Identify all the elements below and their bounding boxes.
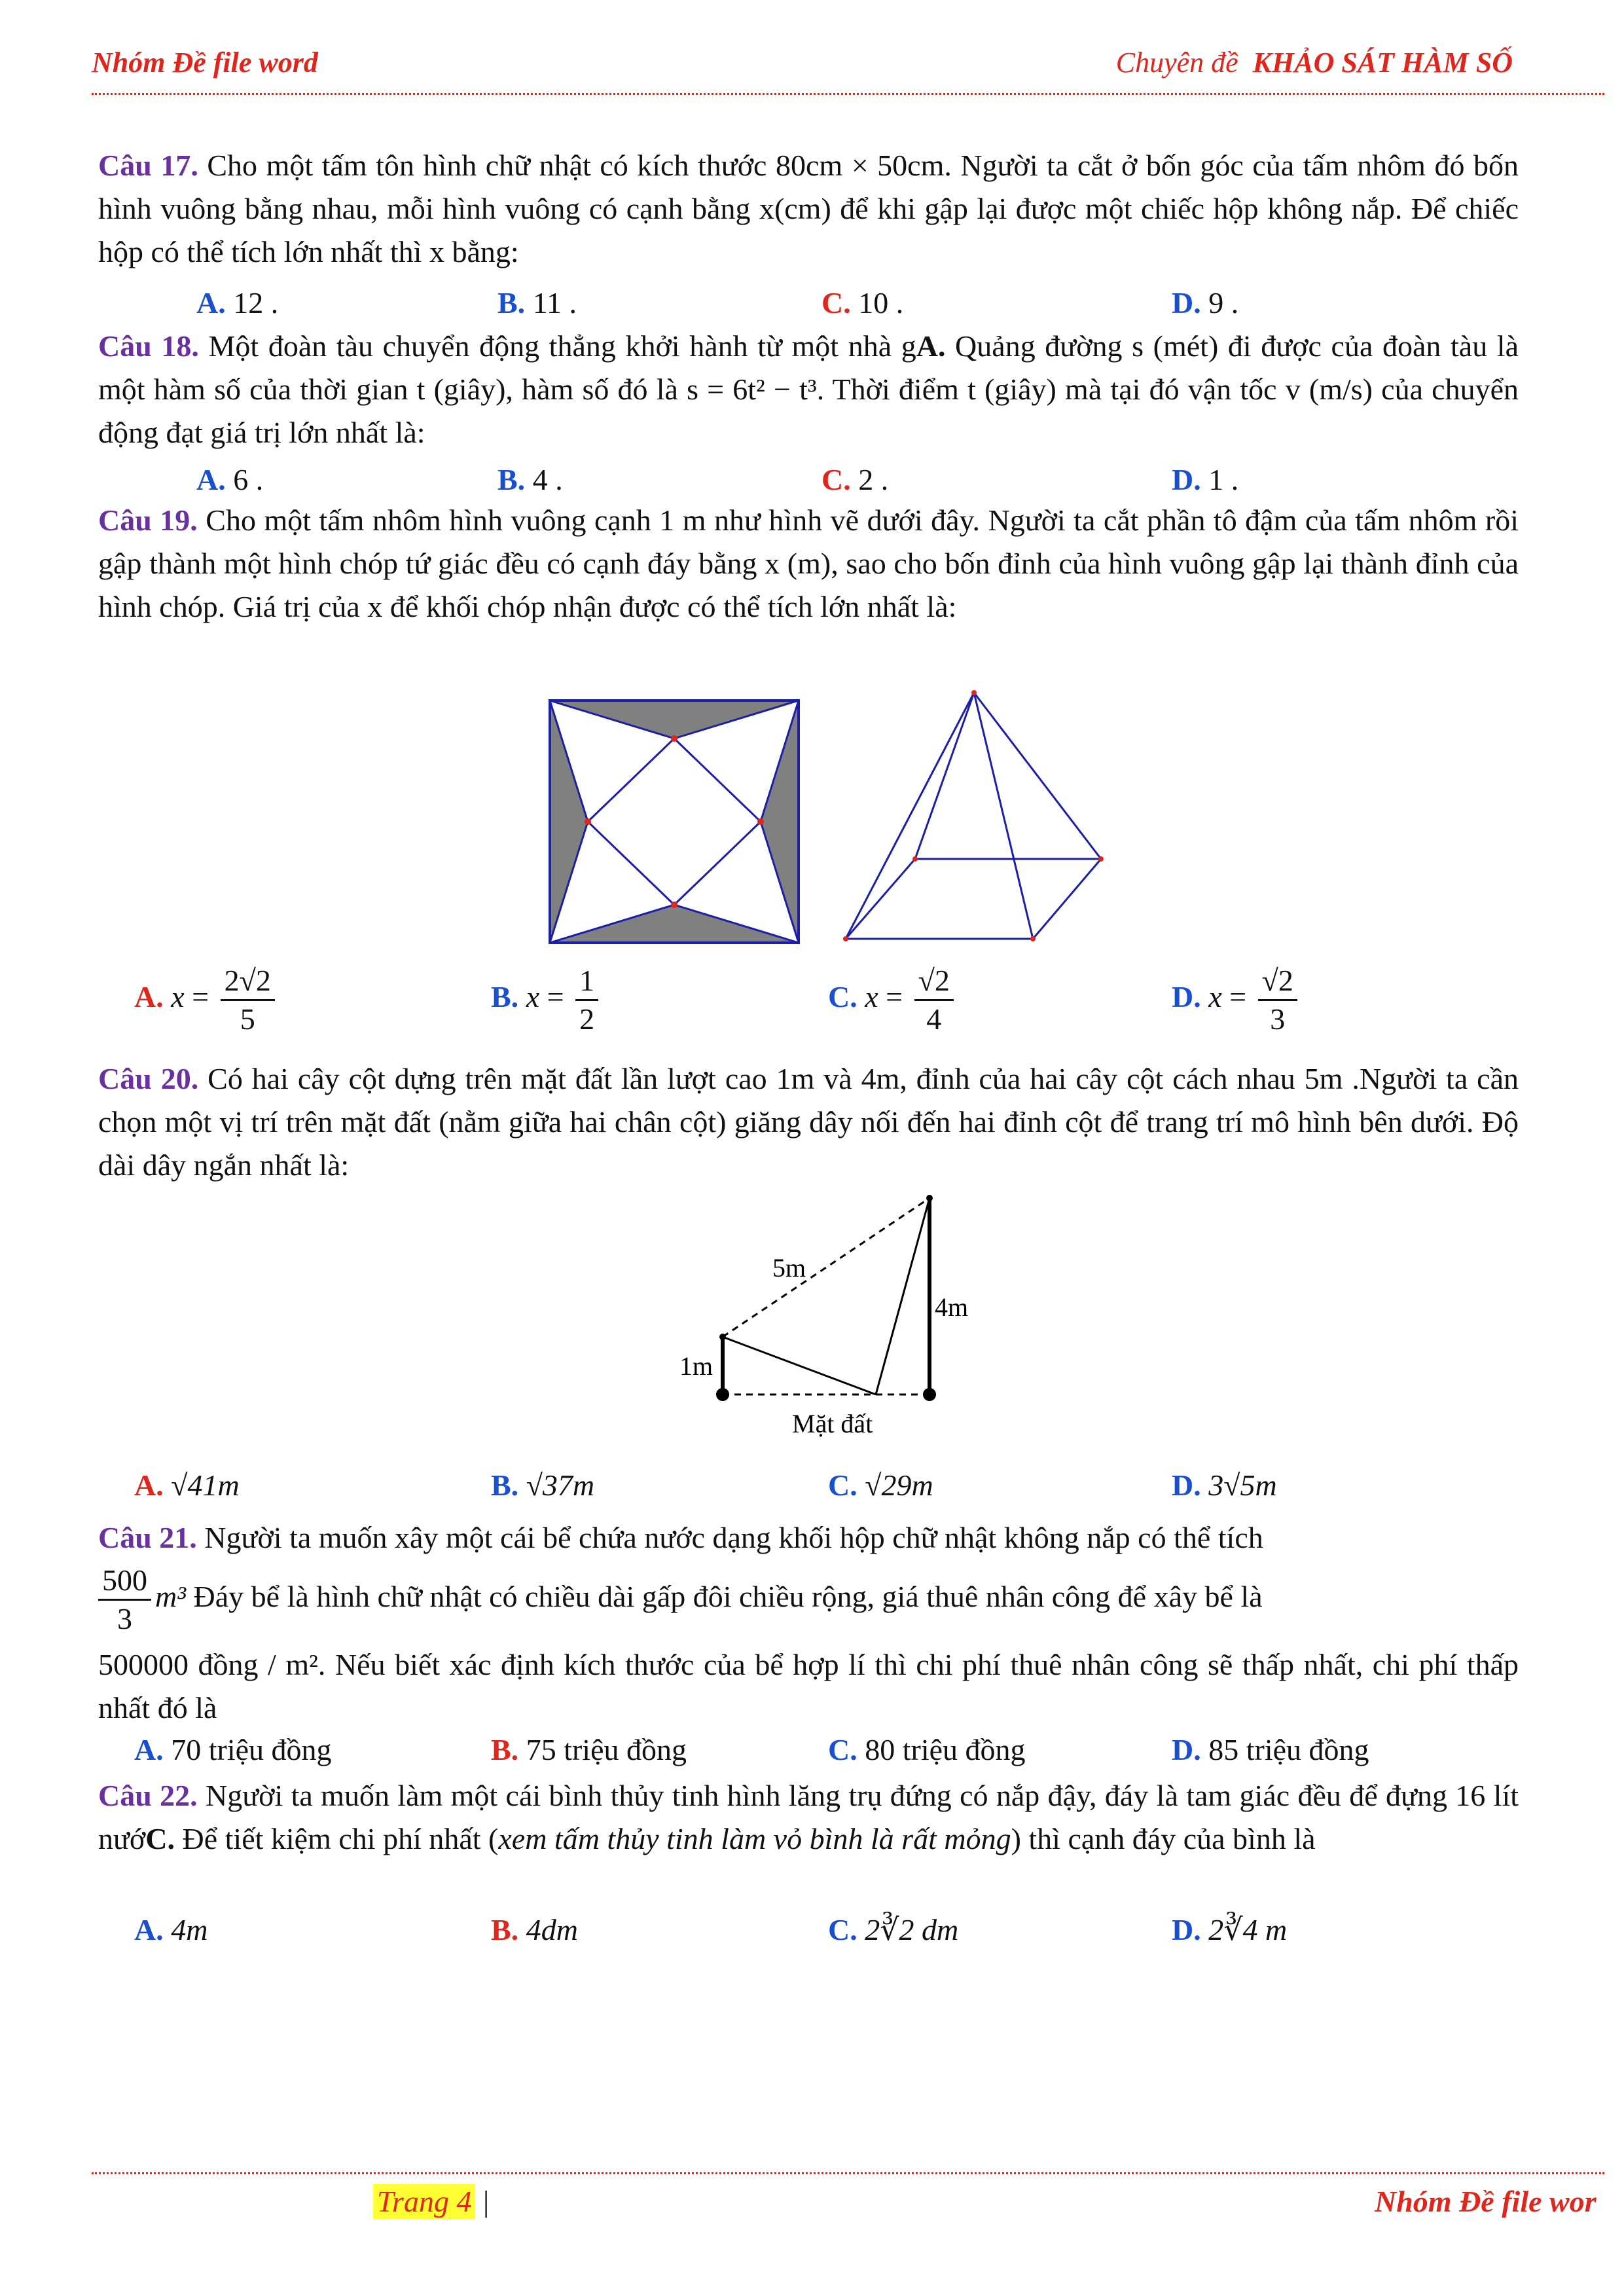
option-d: D. 1 . [1172, 463, 1239, 496]
question-19: Câu 19. Cho một tấm nhôm hình vuông cạnh 1 m như hình vẽ dưới đây. Người ta cắt phần tô đậm của tấm nhôm rồi gập thành một hình chóp tứ giác đều có cạnh đáy bằng x (m), sao cho bốn đỉnh của hình vuông gập lại thành đỉnh của hình chóp. Giá trị của x để khối chóp nhận được có thể tích lớn nhất là: [98, 503, 1519, 623]
option-b: B. 11 . [497, 286, 577, 319]
question-number: Câu 17. [98, 149, 198, 182]
question-number: Câu 22. [98, 1779, 198, 1812]
question-number: Câu 19. [98, 503, 198, 537]
question-22: Câu 22. Người ta muốn làm một cái bình thủy tinh hình lăng trụ đứng có nắp đậy, đáy là tam giác đều để đựng 16 lít nướC. Để tiết kiệm chi phí nhất (xem tấm thủy tinh làm vỏ bình là rất mỏng) thì cạnh đáy của bình là [98, 1779, 1519, 1855]
option-d: D. 3√5m [1172, 1468, 1277, 1502]
inner-square-base [588, 738, 761, 905]
shaded-triangle-right [761, 701, 799, 943]
header-rule [92, 93, 1604, 95]
question-number: Câu 21. [98, 1521, 197, 1554]
label-4m: 4m [935, 1292, 969, 1322]
top-distance-line [723, 1198, 929, 1337]
pyramid-figure [838, 681, 1113, 949]
square-sheet-figure [543, 694, 805, 949]
label-1m: 1m [679, 1351, 713, 1381]
option-a: A. √41m [134, 1468, 240, 1502]
question-number: Câu 20. [98, 1062, 199, 1095]
option-b: B. x = $\frac{1}{2}$ [491, 962, 602, 1038]
question-21: Câu 21. Người ta muốn xây một cái bể chứa nước dạng khối hộp chữ nhật không nắp có thể tích [98, 1521, 1263, 1554]
question-21-rest: 500000 đồng / m². Nếu biết xác định kích thước của bể hợp lí thì chi phí thuê nhân công sẽ thấp nhất, chi phí thấp nhất đó là [98, 1648, 1519, 1724]
page-number: Trang 4 [373, 2184, 475, 2219]
question-17 [98, 144, 1519, 274]
shaded-triangle-bottom [550, 905, 799, 943]
option-a: A. 70 triệu đồng [134, 1733, 332, 1766]
question-number: Câu 18. [98, 329, 199, 363]
option-c: C. 80 triệu đồng [828, 1733, 1026, 1766]
header-left: Nhóm Đề file word [92, 46, 318, 79]
footer-separator: | [483, 2185, 490, 2218]
option-c: C. 2∛2 dm [828, 1913, 959, 1946]
label-5m: 5m [772, 1253, 806, 1283]
option-c: C. x = $\frac{√2}{4}$ [828, 962, 958, 1038]
option-b: B. 4 . [497, 463, 563, 496]
question-text: Cho một tấm tôn hình chữ nhật có kích thước 80cm × 50cm. Người ta cắt ở bốn góc của tấm nhôm đó bốn hình vuông bằng nhau, mỗi hình vuông có cạnh bằng x(cm) để khi gập lại được một chiếc hộp không nắp. Để chiếc hộp có thể tích lớn nhất thì x bằng: [98, 149, 1519, 268]
wire-to-short [723, 1337, 876, 1394]
option-b: B. 4dm [491, 1913, 578, 1946]
option-d: D. 2∛4 m [1172, 1913, 1288, 1946]
label-ground: Mặt đất [792, 1409, 873, 1438]
shaded-triangle-top [550, 701, 799, 738]
header-right: Chuyên đề KHẢO SÁT HÀM SỐ [1115, 46, 1513, 79]
option-d: D. x = $\frac{√2}{3}$ [1172, 962, 1301, 1038]
question-20: Câu 20. Có hai cây cột dựng trên mặt đất lần lượt cao 1m và 4m, đỉnh của hai cây cột cách nhau 5m .Người ta cần chọn một vị trí trên mặt đất (nằm giữa hai chân cột) giăng dây nối đến hai đỉnh cột để trang trí mô hình bên dưới. Độ dài dây ngắn nhất là: [98, 1062, 1519, 1182]
footer-right: Nhóm Đề file wor [1375, 2185, 1597, 2218]
option-a: A. x = $\frac{2√2}{5}$ [134, 962, 279, 1038]
option-d: D. 85 triệu đồng [1172, 1733, 1369, 1766]
option-a: A. 6 . [196, 463, 264, 496]
footer-rule [92, 2172, 1604, 2174]
option-d: D. 9 . [1172, 286, 1239, 319]
shaded-triangle-left [550, 701, 588, 943]
option-b: B. √37m [491, 1468, 595, 1502]
option-c: C. √29m [828, 1468, 933, 1502]
vertex-dots [585, 735, 764, 908]
question-18: Câu 18. Một đoàn tàu chuyển động thẳng khởi hành từ một nhà gA. Quảng đường s (mét) đi được của đoàn tàu là một hàm số của thời gian t (giây), hàm số đó là s = 6t² − t³. Thời điểm t (giây) mà tại đó vận tốc v (m/s) của chuyển động đạt giá trị lớn nhất là: [98, 329, 1519, 449]
option-c: C. 2 . [821, 463, 889, 496]
option-c: C. 10 . [821, 286, 904, 319]
option-a: A. 12 . [196, 286, 279, 319]
option-a: A. 4m [134, 1913, 208, 1946]
option-b: B. 75 triệu đồng [491, 1733, 687, 1766]
poles-figure [668, 1185, 969, 1447]
question-21-volume: $\frac{500}{3}$ m³ Đáy bể là hình chữ nhật có chiều dài gấp đôi chiều rộng, giá thuê nhân công để xây bể là [98, 1562, 1519, 1637]
